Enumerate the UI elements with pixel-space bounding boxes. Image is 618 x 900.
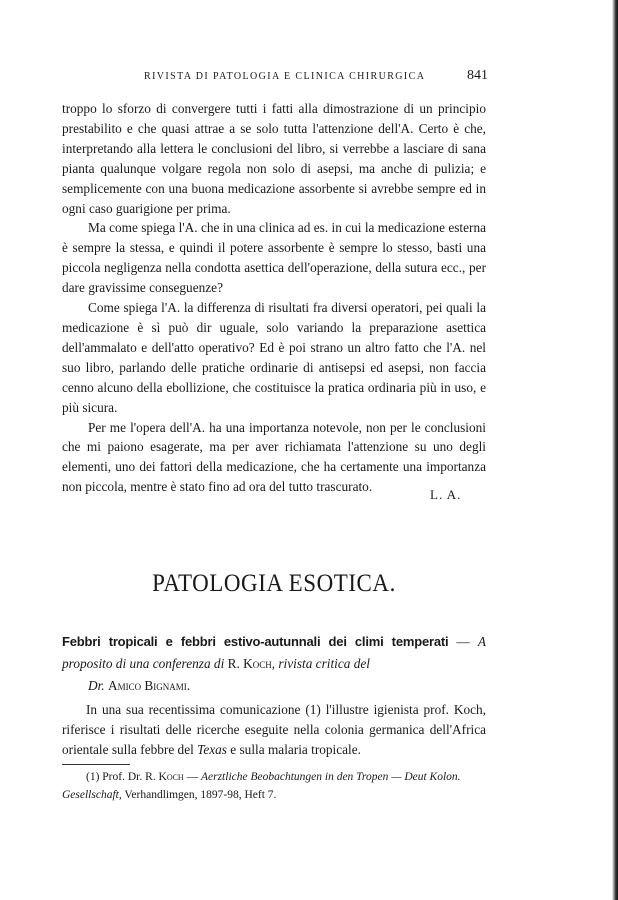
- footnote-rest: Verhandlimgen, 1897-98, Heft 7.: [124, 789, 277, 801]
- article-subtitle-b: rivista critica del: [278, 656, 370, 671]
- title-dash: —: [448, 634, 478, 649]
- running-head: RIVISTA DI PATOLOGIA E CLINICA CHIRURGICA: [144, 71, 426, 82]
- footnote-divider: [62, 764, 130, 765]
- page-edge-shadow: [612, 0, 618, 900]
- article-reviewer: Amico Bignami.: [107, 678, 191, 693]
- paragraph-3: Come spiega l'A. la differenza di risultati fra diversi operatori, pei quali la medicazione è sì può dir uguale, solo variando la preparazione asettica dell'ammalato e dell'atto operativo? Ed è poi strano un altro fatto che l'A. nel suo libro, parlando delle pratiche ordinarie di antisepsi ed asepsi, non faccia cenno alcuno della ebollizione, che costituisce la pratica ordinaria più in uso, e più sicura.: [62, 300, 486, 415]
- article-subtitle-a: A proposito di una conferenza di: [62, 634, 486, 671]
- article-author: R. Koch: [227, 656, 272, 671]
- page-header: [60, 68, 488, 84]
- article-dr: Dr.: [88, 678, 105, 693]
- page-number: 841: [467, 68, 488, 83]
- footnote-author: R. Koch: [145, 771, 184, 783]
- article-text-a: In una sua recentissima comunicazione (1) l'illustre igienista prof. Koch, riferisce i risultati delle ricerche eseguite nella colonia germanica dell'Africa orientale sulla febbre del: [62, 702, 486, 757]
- footnote-dash: —: [183, 771, 201, 783]
- footnote-marker: (1) Prof. Dr.: [86, 771, 143, 783]
- article-paragraph: [62, 700, 486, 760]
- signature: L. A.: [430, 487, 462, 502]
- footnote: [62, 768, 486, 804]
- article-title: Febbri tropicali e febbri estivo-autunnali dei climi temperati: [62, 634, 449, 649]
- paragraph-1: troppo lo sforzo di convergere tutti i fatti alla dimostrazione di un principio prestabilito e che quasi attrae a se solo tutta l'attenzione dell'A. Certo è che, interpretando alla lettera le conclusioni del libro, si verrebbe a lasciare di sana pianta qualunque volgare regola non solo di asepsi, ma anche di pulizia; e semplicemente con una buona medicazione assorbente si avrebbe sempre ed in ogni caso guarigione per prima.: [62, 101, 486, 216]
- article-text-texas: Texas: [197, 742, 227, 757]
- paragraph-2: Ma come spiega l'A. che in una clinica ad es. in cui la medicazione esterna è sempre la stessa, e quindi il potere assorbente è sempre lo stesso, basti una piccola negligenza nella condotta asettica dell'operazione, della sutura ecc., per dare gravissime conseguenze?: [62, 220, 486, 296]
- paragraph-4: Per me l'opera dell'A. ha una importanza notevole, non per le conclusioni che mi paiono esagerate, ma per aver richiamata l'attenzione su uno degli elementi, uno dei fattori della medicazione, che ha certamente una importanza non piccola, mentre è stato fino ad ora del tutto trascurato.: [62, 419, 486, 495]
- article-body: [62, 700, 486, 760]
- article-text-b: e sulla malaria tropicale.: [230, 742, 361, 757]
- article-heading: Febbri tropicali e febbri estivo-autunnali dei climi temperati — A proposito di una conferenza di R. Koch, rivista critica del Dr. Amico Bignami.: [62, 634, 486, 693]
- review-body: [62, 99, 486, 497]
- footnote-title: Aerztliche Beobachtungen in den Tropen — Deut Kolon. Gesellschaft,: [62, 771, 461, 801]
- section-title: PATOLOGIA ESOTICA.: [152, 570, 396, 597]
